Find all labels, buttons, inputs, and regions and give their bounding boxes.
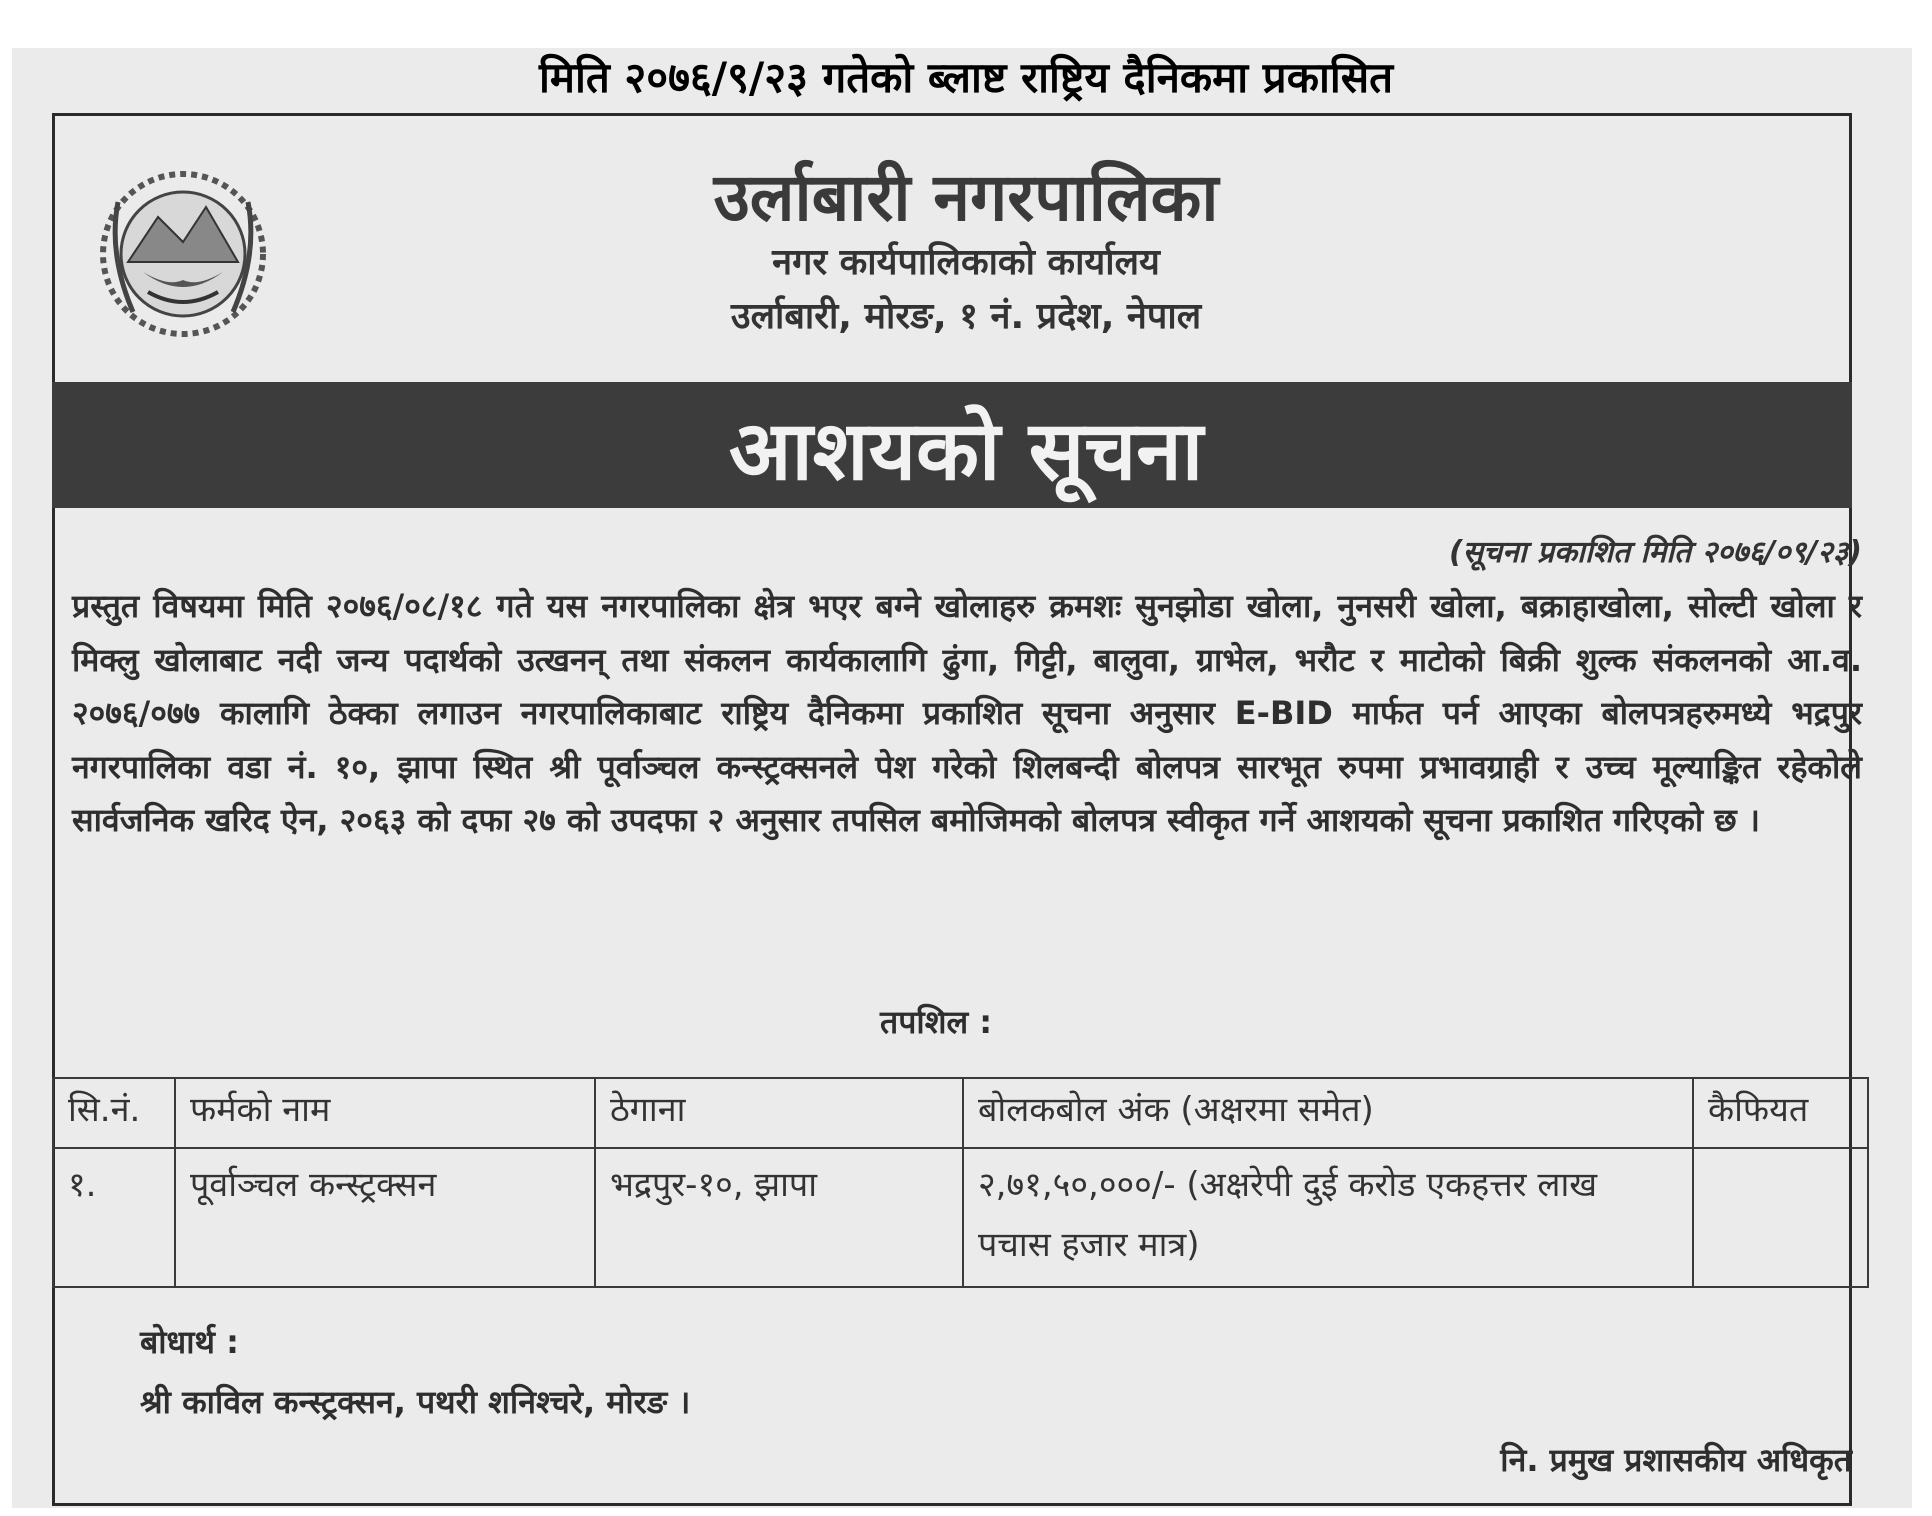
column-header: ठेगाना <box>595 1078 963 1148</box>
publication-note: मिति २०७६/९/२३ गतेको ब्लाष्ट राष्ट्रिय दैनिकमा प्रकासित <box>538 53 1394 102</box>
office-name: उर्लाबारी नगरपालिका <box>713 159 1219 236</box>
cc-label: बोधार्थ : <box>140 1323 239 1361</box>
bid-amount-cell: २,७१,५०,०००/- (अक्षरेपी दुई करोड एकहत्तर लाख पचास हजार मात्र) <box>963 1148 1693 1287</box>
details-label: तपशिल : <box>880 1003 993 1041</box>
notice-date: (सूचना प्रकाशित मिति २०७६/०९/२३) <box>1449 535 1862 570</box>
notice-title: आशयको सूचना <box>728 404 1204 499</box>
table-row <box>53 1148 1868 1287</box>
address-cell: भद्रपुर-१०, झापा <box>595 1148 963 1287</box>
column-header: फर्मको नाम <box>175 1078 595 1148</box>
firm-name-cell: पूर्वाञ्चल कन्स्ट्रक्सन <box>175 1148 595 1287</box>
office-subtitle: नगर कार्यपालिकाको कार्यालय <box>772 242 1160 283</box>
column-header: कैफियत <box>1693 1078 1868 1148</box>
serial-cell: १. <box>53 1148 175 1287</box>
remarks-cell <box>1693 1148 1868 1287</box>
column-header: बोलकबोल अंक (अक्षरमा समेत) <box>963 1078 1693 1148</box>
notice-body: प्रस्तुत विषयमा मिति २०७६/०८/१८ गते यस नगरपालिका क्षेत्र भएर बग्ने खोलाहरु क्रमशः सुनझोडा खोला, नुनसरी खोला, बक्राहाखोला, सोल्टी खोला र मिक्लु खोलाबाट नदी जन्य पदार्थको उत्खनन् तथा संकलन कार्यकालागि ढुंगा, गिट्टी, बालुवा, ग्राभेल, भरौट र माटोको बिक्री शुल्क संकलनको आ.व. २०७६/०७७ कालागि ठेक्का लगाउन नगरपालिकाबाट राष्ट्रिय दैनिकमा प्रकाशित सूचना अनुसार E-BID मार्फत पर्न आएका बोलपत्रहरुमध्ये भद्रपुर नगरपालिका वडा नं. १०, झापा स्थित श्री पूर्वाञ्चल कन्स्ट्रक्सनले पेश गरेको शिलबन्दी बोलपत्र सारभूत रुपमा प्रभावग्राही र उच्च मूल्याङ्कित रहेकोले सार्वजनिक खरिद ऐन, २०६३ को दफा २७ को उपदफा २ अनुसार तपसिल बमोजिमको बोलपत्र स्वीकृत गर्ने आशयको सूचना प्रकाशित गरिएको छ । <box>72 587 1862 839</box>
bid-table <box>52 1077 1869 1288</box>
signatory: नि. प्रमुख प्रशासकीय अधिकृत <box>1500 1441 1852 1479</box>
column-header: सि.नं. <box>53 1078 175 1148</box>
cc-recipient: श्री काविल कन्स्ट्रक्सन, पथरी शनिश्चरे, मोरङ । <box>140 1383 691 1421</box>
office-address: उर्लाबारी, मोरङ, १ नं. प्रदेश, नेपाल <box>730 296 1202 337</box>
table-header-row <box>53 1078 1868 1148</box>
